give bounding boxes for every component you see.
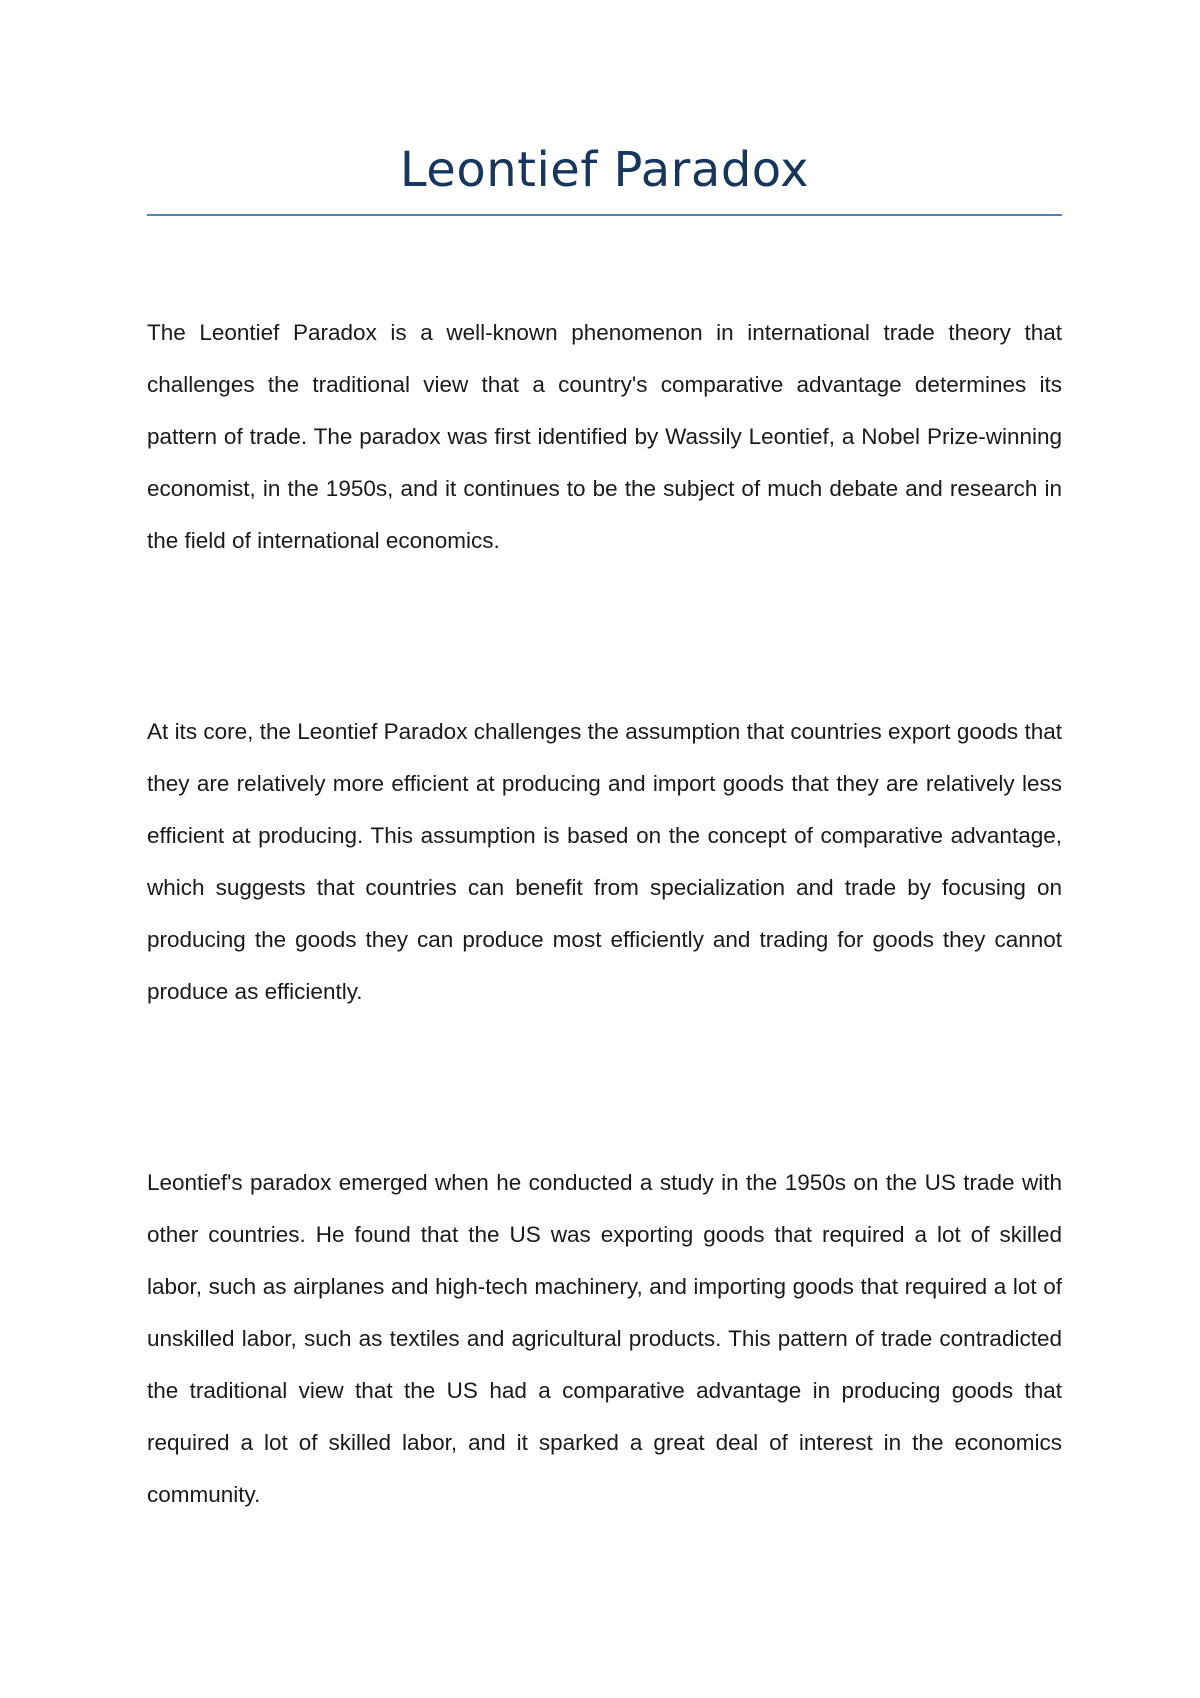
document-title: Leontief Paradox <box>399 142 810 198</box>
paragraph-study-findings: Leontief's paradox emerged when he conducted a study in the 1950s on the US trade with other countries. He found that the US was exporting goods that required a lot of skilled labor, such as airplanes and high-tech machinery, and importing goods that required a lot of unskilled labor, such as textiles and agricultural products. This pattern of trade contradicted the traditional view that the US had a comparative advantage in producing goods that required a lot of skilled labor, and it sparked a great deal of interest in the economics community. <box>147 1170 1062 1507</box>
paragraph-intro: The Leontief Paradox is a well-known phenomenon in international trade theory that challenges the traditional view that a country's comparative advantage determines its pattern of trade. The paradox was first identified by Wassily Leontief, a Nobel Prize-winning economist, in the 1950s, and it continues to be the subject of much debate and research in the field of international economics. <box>147 320 1062 553</box>
title-underline-divider <box>147 214 1062 216</box>
paragraph-core-assumption: At its core, the Leontief Paradox challenges the assumption that countries export goods that they are relatively more efficient at producing and import goods that they are relatively less efficient at producing. This assumption is based on the concept of comparative advantage, which suggests that countries can benefit from specialization and trade by focusing on producing the goods they can produce most efficiently and trading for goods they cannot produce as efficiently. <box>147 719 1062 1004</box>
